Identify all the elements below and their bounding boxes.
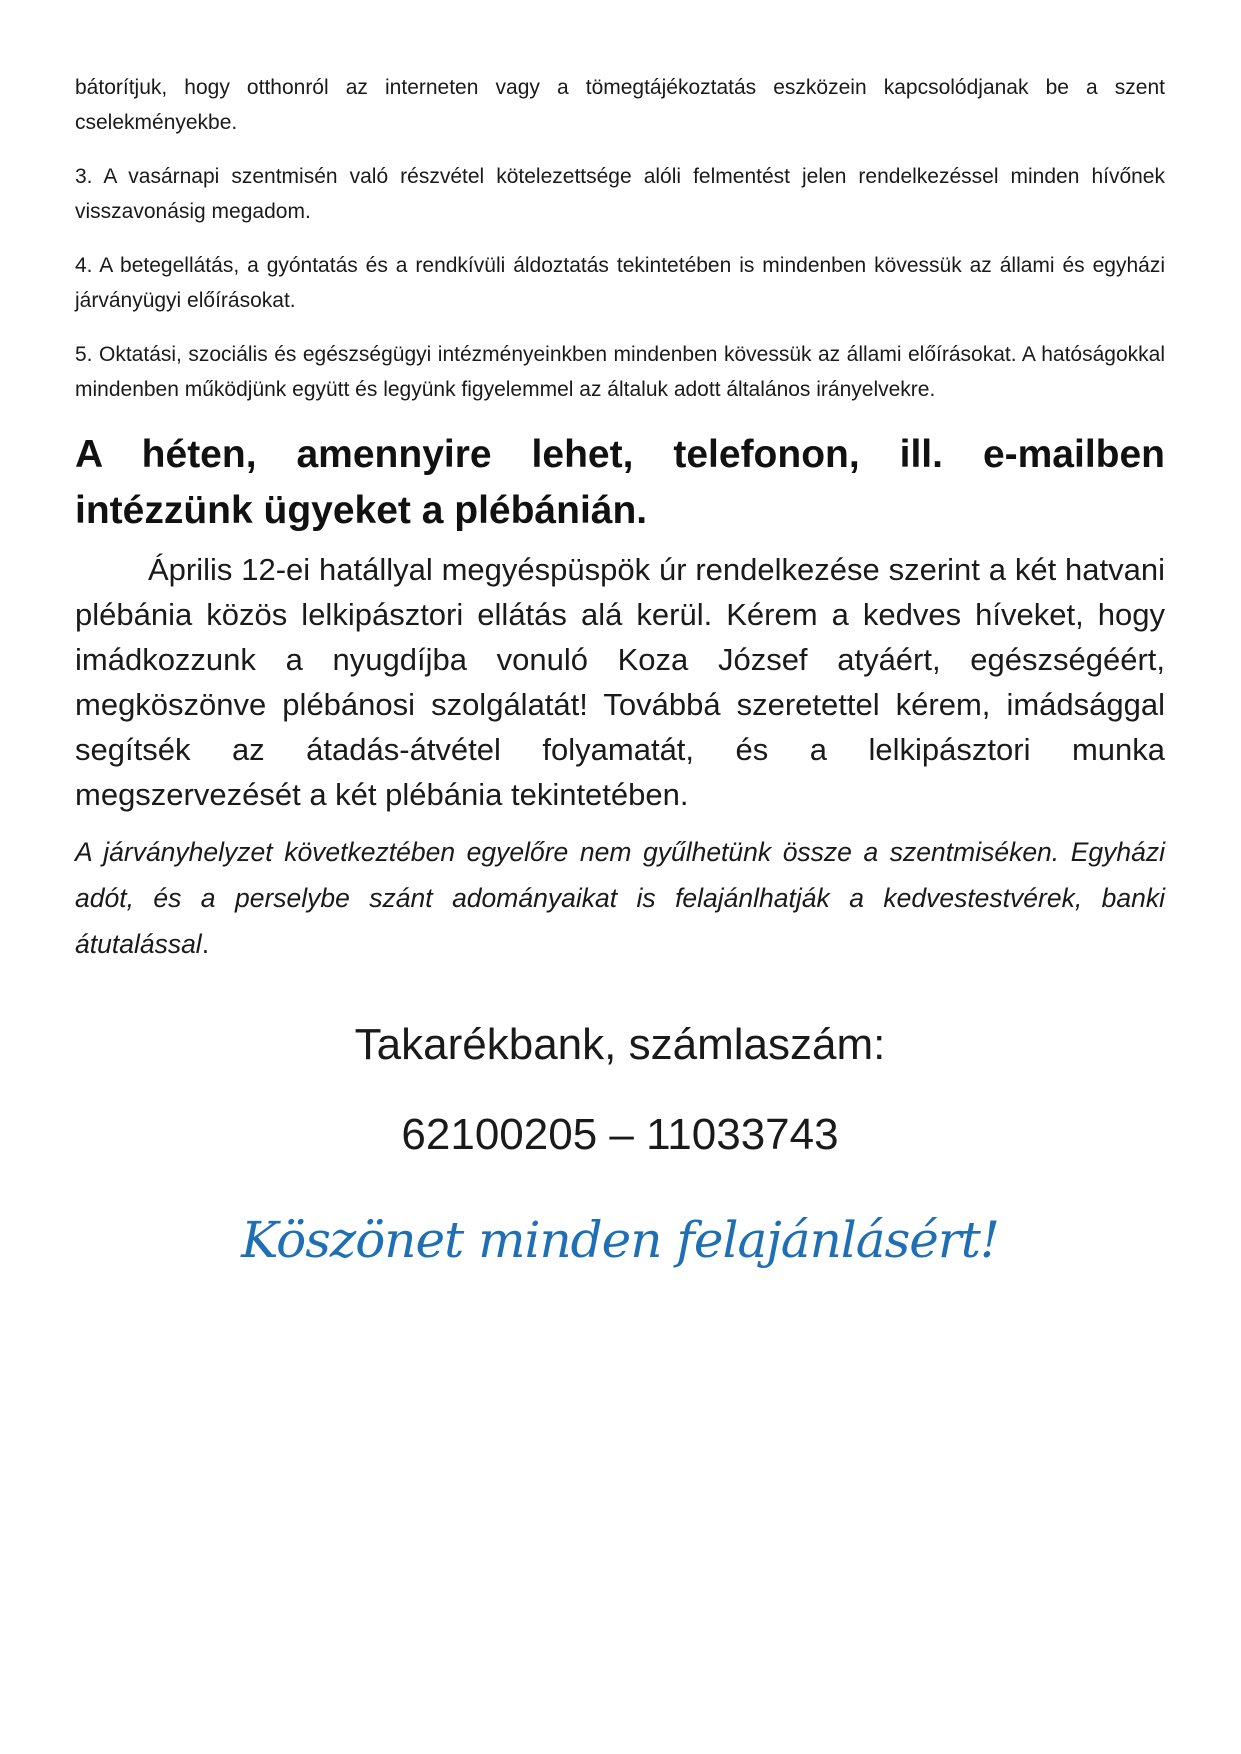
announcement-paragraph: Április 12-ei hatállyal megyéspüspök úr rendelkezése szerint a két hatvani plébánia közös lelkipásztori ellátás alá kerül. Kérem a kedves híveket, hogy imádkozzunk a nyugdíjba vonuló Koza József atyáért, egészségéért, megköszönve plébánosi szolgálatát! Továbbá szeretettel kérem, imádsággal segítsék az átadás-átvétel folyamatát, és a lelkipásztori munka megszervezését a két plébánia tekintetében. [75, 552, 1165, 812]
donation-note-text: A járványhelyzet következtében egyelőre nem gyűlhetünk össze a szentmiséken. Egyházi adót, és a perselybe szánt adományaikat is felajánlhatják a kedvestestvérek, banki átutalással [75, 837, 1165, 959]
bank-label: Takarékbank, számlaszám: [354, 1020, 886, 1069]
paragraph-item-4: 4. A betegellátás, a gyóntatás és a rendkívüli áldoztatás tekintetében is mindenben kövessük az állami és egyházi járványügyi előírásokat. [75, 254, 1165, 312]
bank-account-number: 62100205 – 11033743 [401, 1110, 839, 1159]
headline: A héten, amennyire lehet, telefonon, ill. e-mailben intézzünk ügyeket a plébánián. [75, 433, 1165, 532]
paragraph-item-5: 5. Oktatási, szociális és egészségügyi intézményeinkben mindenben kövessük az állami előírásokat. A hatóságokkal mindenben működjünk együtt és legyünk figyelemmel az általuk adott általános irányelvekre. [75, 343, 1165, 401]
donation-note-end: . [201, 929, 210, 959]
paragraph-item-3: 3. A vasárnapi szentmisén való részvétel kötelezettsége alóli felmentést jelen rendelkezéssel minden hívőnek visszavonásig megadom. [75, 165, 1165, 223]
donation-note [75, 829, 1165, 967]
document-page [75, 70, 1165, 1275]
paragraph-continuation: bátorítjuk, hogy otthonról az interneten vagy a tömegtájékoztatás eszközein kapcsolódjanak be a szent cselekményekbe. [75, 76, 1165, 134]
thanks-message: Köszönet minden felajánlásért! [241, 1211, 999, 1269]
